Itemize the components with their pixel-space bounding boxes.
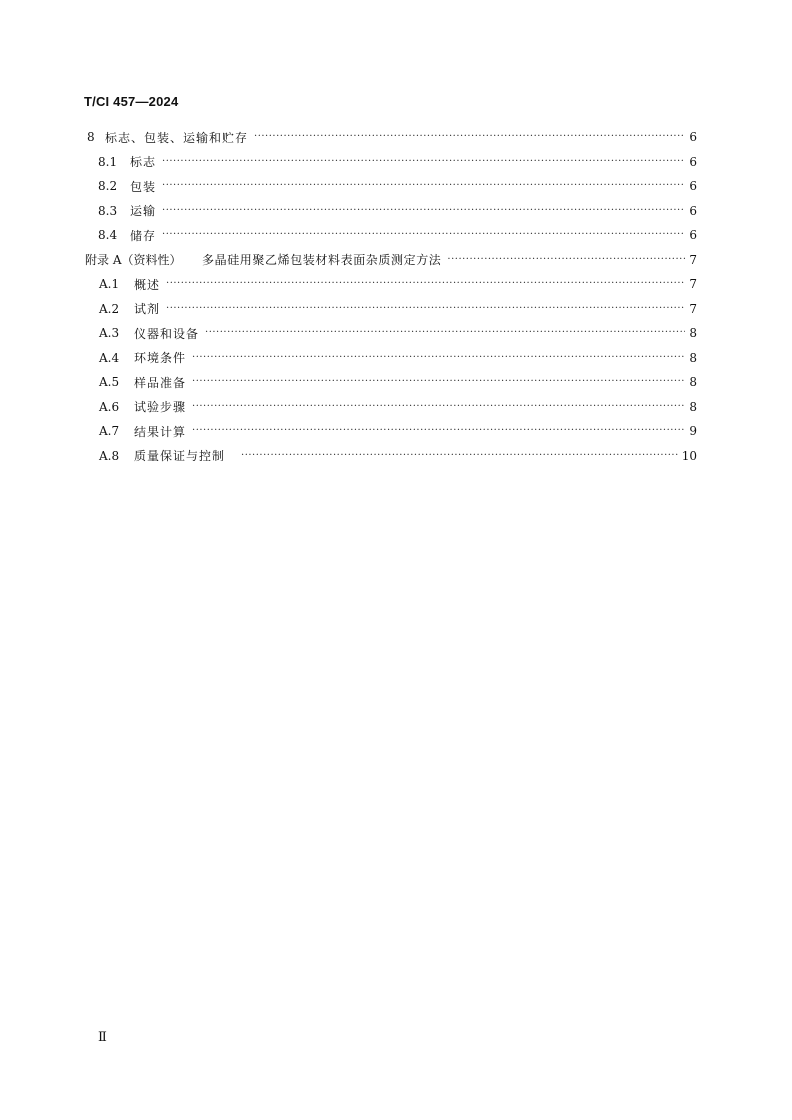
toc-entry-title: 质量保证与控制 <box>134 449 226 463</box>
toc-entry-annex-a[interactable] <box>0 250 792 270</box>
toc-entry-a-5[interactable] <box>0 372 792 392</box>
toc-entry-a-4[interactable] <box>0 348 792 368</box>
toc-entry-page: 6 <box>689 130 697 144</box>
toc-entry-8-3[interactable] <box>0 201 792 221</box>
toc-entry-title: 样品准备 <box>134 375 187 390</box>
toc-dot-leader <box>162 201 685 221</box>
toc-entry-title: 仪器和设备 <box>134 326 200 341</box>
toc-entry-a-1[interactable] <box>0 274 792 294</box>
toc-entry-number: 8.4 <box>98 228 118 242</box>
toc-entry-page: 6 <box>689 228 697 242</box>
toc-entry-8-4[interactable] <box>0 225 792 245</box>
toc-entry-page: 8 <box>689 375 697 389</box>
toc-dot-leader <box>166 299 685 319</box>
toc-entry-page: 8 <box>689 326 697 340</box>
toc-dot-leader <box>192 397 685 417</box>
toc-entry-a-3[interactable] <box>0 323 792 343</box>
toc-dot-leader <box>166 274 685 294</box>
toc-entry-title: 标志 <box>130 155 157 169</box>
toc-entry-number: 8.3 <box>98 203 118 218</box>
toc-dot-leader <box>192 372 685 392</box>
toc-entry-number: 8 <box>87 130 95 144</box>
toc-entry-page: 6 <box>689 154 697 169</box>
toc-entry-number: 8.2 <box>98 179 118 193</box>
page-number-roman: Ⅱ <box>98 1030 107 1045</box>
toc-entry-a-6[interactable] <box>0 397 792 417</box>
toc-entry-number: A.1 <box>99 277 120 291</box>
toc-entry-title: 储存 <box>130 228 157 243</box>
toc-entry-page: 7 <box>689 252 697 267</box>
toc-entry-page: 7 <box>689 301 697 316</box>
toc-entry-title: 试剂 <box>134 302 161 316</box>
toc-entry-number: A.4 <box>99 350 120 365</box>
toc-entry-title: 环境条件 <box>134 351 187 365</box>
toc-entry-title: 试验步骤 <box>134 400 187 414</box>
toc-dot-leader <box>192 348 685 368</box>
toc-entry-8-1[interactable] <box>0 152 792 172</box>
toc-entry-number: A.7 <box>99 424 120 438</box>
toc-entry-page: 7 <box>689 277 697 291</box>
toc-entry-8[interactable] <box>0 127 792 147</box>
toc-entry-title: 概述 <box>134 277 161 292</box>
toc-entry-number: A.6 <box>99 399 120 414</box>
toc-dot-leader <box>192 421 685 441</box>
toc-entry-page: 8 <box>689 350 697 365</box>
toc-dot-leader <box>254 127 685 147</box>
toc-entry-a-2[interactable] <box>0 299 792 319</box>
toc-dot-leader <box>447 250 685 270</box>
toc-dot-leader <box>205 323 685 343</box>
toc-entry-page: 6 <box>689 203 697 218</box>
toc-dot-leader <box>241 446 678 466</box>
toc-entry-page: 10 <box>681 448 697 463</box>
toc-entry-number: A.3 <box>99 326 120 340</box>
toc-entry-number: A.2 <box>99 301 120 316</box>
toc-entry-number: A.5 <box>99 375 120 389</box>
toc-entry-title: 标志、包装、运输和贮存 <box>105 130 249 145</box>
toc-entry-title: 结果计算 <box>134 424 187 439</box>
toc-entry-title: 运输 <box>130 204 157 218</box>
toc-entry-title: 多晶硅用聚乙烯包装材料表面杂质测定方法 <box>202 253 442 267</box>
document-id: T/CI 457—2024 <box>84 94 179 109</box>
toc-entry-page: 6 <box>689 179 697 193</box>
toc-dot-leader <box>162 152 685 172</box>
toc-entry-page: 9 <box>689 424 697 438</box>
toc-entry-number: 附录 A（资料性） <box>85 253 182 267</box>
toc-entry-a-8[interactable] <box>0 446 792 466</box>
toc-entry-page: 8 <box>689 399 697 414</box>
toc-entry-number: A.8 <box>99 448 120 463</box>
toc-dot-leader <box>162 225 685 245</box>
toc-entry-8-2[interactable] <box>0 176 792 196</box>
toc-entry-number: 8.1 <box>98 154 118 169</box>
toc-entry-title: 包装 <box>130 179 157 194</box>
toc-entry-a-7[interactable] <box>0 421 792 441</box>
toc-dot-leader <box>162 176 685 196</box>
